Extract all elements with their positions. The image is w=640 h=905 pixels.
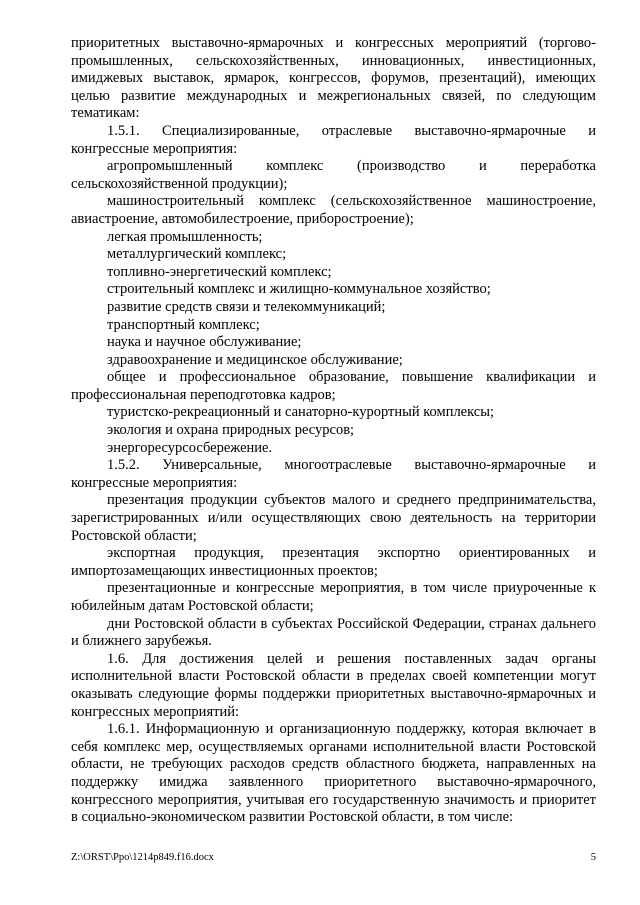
list-item-telecom: развитие средств связи и телекоммуникаций;	[107, 298, 386, 315]
list-item-construction: строительный комплекс и жилищно-коммунальное хозяйство;	[107, 281, 491, 298]
paragraph-1-6-1: 1.6.1. Информационную и организационную поддержку, которая включает в себя комплекс мер, осуществляемых органами исполнительной власти Ростовской области, не требующих расходов средств областного бюджета, направленных на поддержку имиджа заявленного приоритетного выставочно-ярмарочного, конгрессного мероприятия, учитывая его государственную значимость и приоритет в социально-экономическом развитии Ростовской области, в том числе:	[71, 721, 596, 826]
paragraph-1-5-1-heading: 1.5.1. Специализированные, отраслевые выставочно-ярмарочные и конгрессные мероприятия:	[71, 122, 596, 157]
list-item-science: наука и научное обслуживание;	[107, 334, 302, 351]
page-number: 5	[590, 852, 596, 863]
list-item-sme-presentation: презентация продукции субъектов малого и среднего предпринимательства, зарегистрированных и/или осуществляющих свою деятельность на территории Ростовской области;	[71, 492, 596, 544]
list-item-anniversary-events: презентационные и конгрессные мероприятия, в том числе приуроченные к юбилейным датам Ростовской области;	[71, 580, 596, 614]
paragraph-intro-continuation: приоритетных выставочно-ярмарочных и конгрессных мероприятий (торгово-промышленных, сельскохозяйственных, инновационных, инвестиционных, имиджевых выставок, ярмарок, конгрессов, форумов, презентаций), имеющих целью развитие международных и межрегиональных связей, по следующим тематикам:	[71, 35, 596, 122]
document-body	[71, 35, 596, 827]
list-item-metallurgy: металлургический комплекс;	[107, 246, 287, 263]
list-item-agro: агропромышленный комплекс (производство и переработка сельскохозяйственной продукции);	[71, 158, 596, 192]
list-item-ecology: экология и охрана природных ресурсов;	[107, 422, 355, 439]
list-item-education: общее и профессиональное образование, повышение квалификации и профессиональная переподготовка кадров;	[71, 369, 596, 403]
paragraph-1-6: 1.6. Для достижения целей и решения поставленных задач органы исполнительной власти Ростовской области в пределах своей компетенции могут оказывать следующие формы поддержки приоритетных выставочно-ярмарочных и конгрессных мероприятий:	[71, 650, 596, 720]
list-item-light-industry: легкая промышленность;	[107, 228, 263, 245]
list-item-region-days: дни Ростовской области в субъектах Российской Федерации, странах дальнего и ближнего зарубежья.	[71, 615, 596, 650]
paragraph-1-5-2-heading: 1.5.2. Универсальные, многоотраслевые выставочно-ярмарочные и конгрессные мероприятия:	[71, 457, 596, 491]
list-item-machine-building: машиностроительный комплекс (сельскохозяйственное машиностроение, авиастроение, автомобилестроение, приборостроение);	[71, 193, 596, 227]
list-item-tourism: туристско-рекреационный и санаторно-курортный комплексы;	[107, 404, 495, 421]
list-item-healthcare: здравоохранение и медицинское обслуживание;	[107, 351, 403, 368]
footer-file-path: Z:\ORST\Ppo\1214p849.f16.docx	[71, 852, 214, 863]
list-item-energy-saving: энергоресурсосбережение.	[107, 439, 273, 456]
list-item-transport: транспортный комплекс;	[107, 316, 260, 333]
list-item-export: экспортная продукция, презентация экспортно ориентированных и импортозамещающих инвестиционных проектов;	[71, 545, 596, 579]
list-item-fuel-energy: топливно-энергетический комплекс;	[107, 263, 332, 280]
